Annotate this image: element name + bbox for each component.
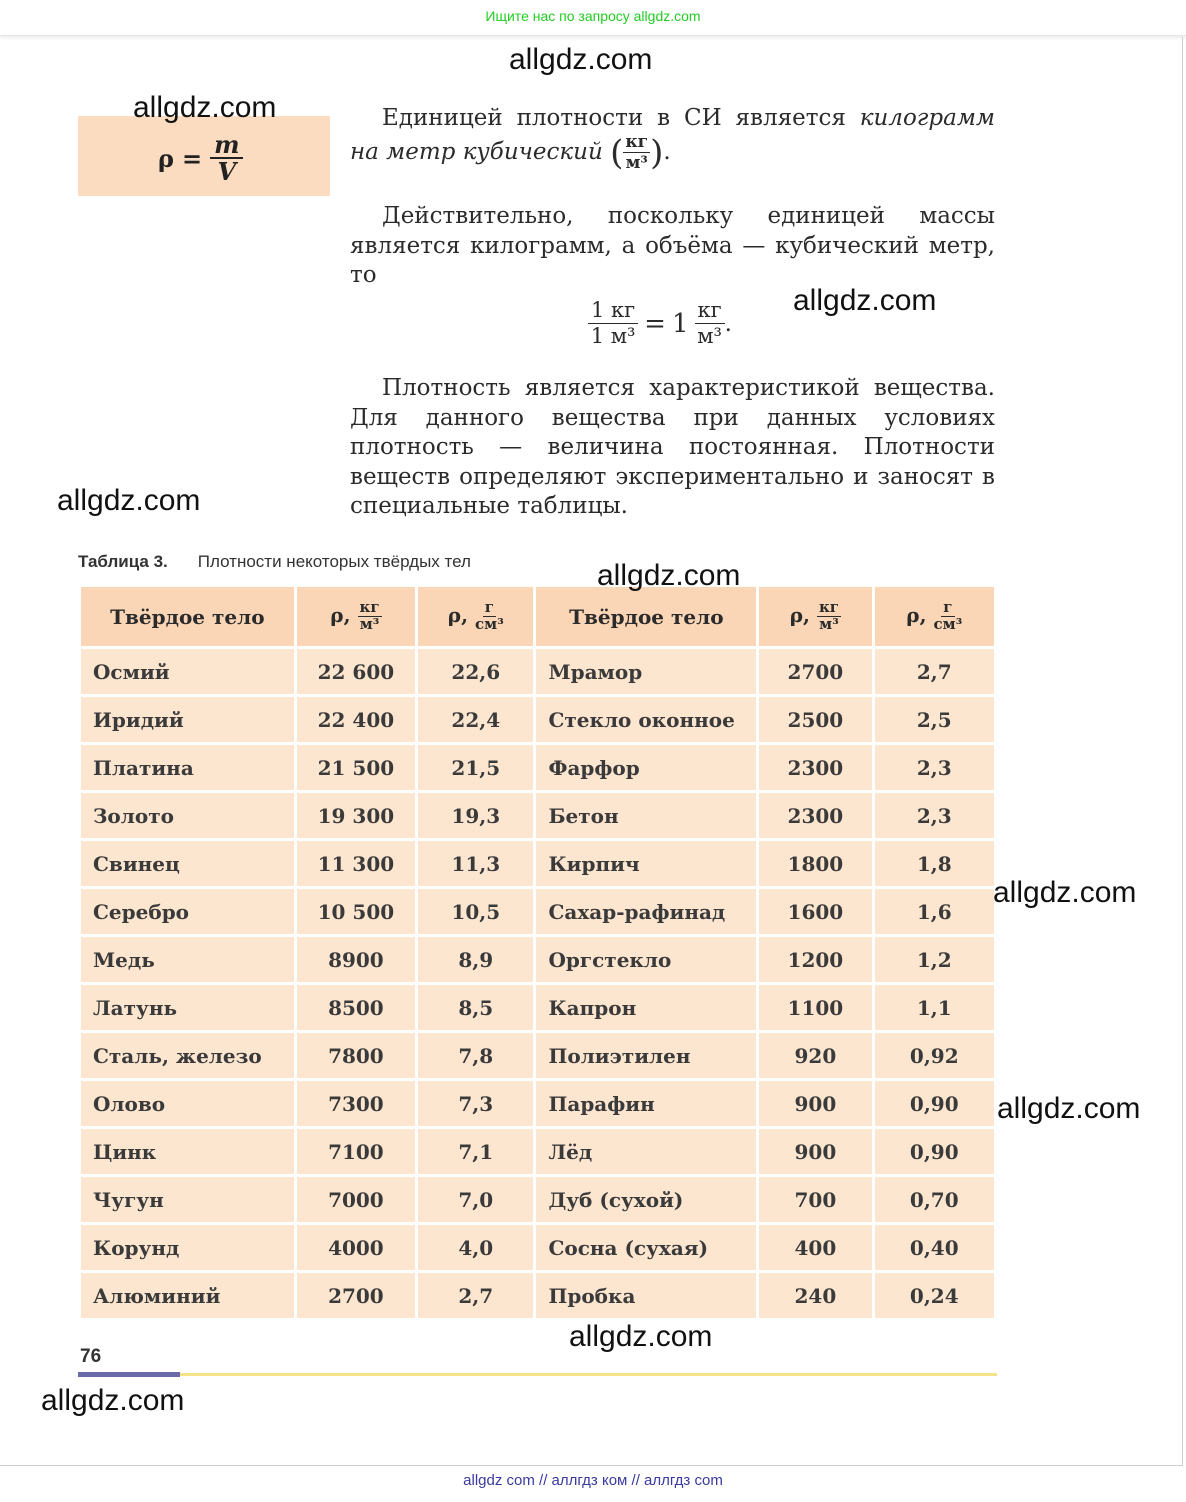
density-value-cell: 10 500 (297, 889, 415, 934)
para1-end: . (663, 138, 671, 165)
density-value-cell: 7000 (297, 1177, 415, 1222)
page-rule (180, 1373, 997, 1376)
material-name-cell: Платина (81, 745, 294, 790)
density-value-cell: 1100 (759, 985, 871, 1030)
header-rho-g-1: ρ, г см³ (418, 587, 533, 646)
table-row (81, 985, 994, 1030)
density-value-cell: 7800 (297, 1033, 415, 1078)
material-name-cell: Корунд (81, 1225, 294, 1270)
eq-right-den: м³ (697, 324, 722, 349)
density-value-cell: 0,70 (875, 1177, 994, 1222)
para1-unit-den: м³ (625, 152, 648, 173)
eq-coef: 1 (671, 308, 689, 339)
material-name-cell: Капрон (536, 985, 756, 1030)
header-rho-kg-2: ρ, кг м³ (759, 587, 871, 646)
density-value-cell: 0,24 (875, 1273, 994, 1318)
table-row (81, 937, 994, 982)
eq-left-fraction (588, 298, 638, 349)
formula-equals: = (181, 144, 203, 174)
density-value-cell: 7100 (297, 1129, 415, 1174)
header-solid-1: Твёрдое тело (81, 587, 294, 646)
density-value-cell: 900 (759, 1081, 871, 1126)
density-value-cell: 240 (759, 1273, 871, 1318)
table-title: Плотности некоторых твёрдых тел (197, 552, 471, 571)
density-value-cell: 19 300 (297, 793, 415, 838)
density-value-cell: 7300 (297, 1081, 415, 1126)
material-name-cell: Парафин (536, 1081, 756, 1126)
density-value-cell: 400 (759, 1225, 871, 1270)
density-value-cell: 2300 (759, 793, 871, 838)
material-name-cell: Медь (81, 937, 294, 982)
density-value-cell: 11,3 (418, 841, 533, 886)
material-name-cell: Мрамор (536, 649, 756, 694)
density-value-cell: 2700 (297, 1273, 415, 1318)
density-value-cell: 1,1 (875, 985, 994, 1030)
density-value-cell: 8900 (297, 937, 415, 982)
density-value-cell: 8,9 (418, 937, 533, 982)
material-name-cell: Сталь, железо (81, 1033, 294, 1078)
material-name-cell: Цинк (81, 1129, 294, 1174)
watermark: allgdz.com (569, 1320, 713, 1353)
header-rho-g-2: ρ, г см³ (875, 587, 994, 646)
table-row (81, 1129, 994, 1174)
density-value-cell: 21 500 (297, 745, 415, 790)
density-value-cell: 1200 (759, 937, 871, 982)
density-value-cell: 1,8 (875, 841, 994, 886)
unit-equation (588, 298, 732, 349)
material-name-cell: Олово (81, 1081, 294, 1126)
density-value-cell: 22,6 (418, 649, 533, 694)
eq-right-num: кг (695, 298, 725, 324)
table-row (81, 745, 994, 790)
table-header-row (81, 587, 994, 646)
watermark: allgdz.com (793, 284, 937, 317)
density-value-cell: 2,5 (875, 697, 994, 742)
density-value-cell: 8,5 (418, 985, 533, 1030)
formula-fraction (210, 132, 243, 186)
table-caption (78, 552, 471, 572)
material-name-cell: Оргстекло (536, 937, 756, 982)
material-name-cell: Алюминий (81, 1273, 294, 1318)
table-label: Таблица 3. (78, 552, 168, 571)
density-formula (158, 132, 243, 186)
density-value-cell: 0,90 (875, 1129, 994, 1174)
density-value-cell: 1600 (759, 889, 871, 934)
density-table (78, 584, 997, 1321)
para1-italic: килограмм на метр кубический (350, 105, 995, 165)
footer-links[interactable]: allgdz com // аллгдз ком // аллгдз com (463, 1472, 723, 1489)
formula-denominator: V (217, 157, 237, 187)
material-name-cell: Пробка (536, 1273, 756, 1318)
watermark: allgdz.com (133, 91, 277, 124)
table-row (81, 1081, 994, 1126)
material-name-cell: Фарфор (536, 745, 756, 790)
material-name-cell: Латунь (81, 985, 294, 1030)
table-row (81, 793, 994, 838)
density-value-cell: 7,8 (418, 1033, 533, 1078)
header-rho-kg-1: ρ, кг м³ (297, 587, 415, 646)
density-value-cell: 4,0 (418, 1225, 533, 1270)
density-value-cell: 22 600 (297, 649, 415, 694)
density-value-cell: 19,3 (418, 793, 533, 838)
density-value-cell: 2,7 (875, 649, 994, 694)
density-value-cell: 1800 (759, 841, 871, 886)
table-row (81, 1273, 994, 1318)
eq-left-den: 1 м³ (590, 324, 636, 349)
formula-numerator: m (210, 132, 243, 159)
density-value-cell: 22 400 (297, 697, 415, 742)
paragraph-density-property (350, 374, 995, 522)
material-name-cell: Сахар-рафинад (536, 889, 756, 934)
density-value-cell: 0,90 (875, 1081, 994, 1126)
density-value-cell: 1,6 (875, 889, 994, 934)
material-name-cell: Бетон (536, 793, 756, 838)
page-number: 76 (80, 1346, 102, 1367)
top-banner[interactable]: Ищите нас по запросу allgdz.com (0, 0, 1186, 36)
para1-unit-num: кг (625, 131, 649, 152)
density-value-cell: 7,1 (418, 1129, 533, 1174)
material-name-cell: Полиэтилен (536, 1033, 756, 1078)
formula-rho: ρ (158, 144, 174, 174)
watermark: allgdz.com (57, 484, 201, 517)
density-value-cell: 2,3 (875, 745, 994, 790)
table-row (81, 1033, 994, 1078)
density-value-cell: 11 300 (297, 841, 415, 886)
eq-equals: = (644, 308, 666, 339)
density-value-cell: 920 (759, 1033, 871, 1078)
density-value-cell: 21,5 (418, 745, 533, 790)
eq-right-fraction (695, 298, 725, 349)
paragraph-indeed (350, 202, 995, 291)
density-value-cell: 2700 (759, 649, 871, 694)
density-value-cell: 22,4 (418, 697, 533, 742)
density-value-cell: 700 (759, 1177, 871, 1222)
header-solid-2: Твёрдое тело (536, 587, 756, 646)
material-name-cell: Кирпич (536, 841, 756, 886)
material-name-cell: Золото (81, 793, 294, 838)
para2-text: Действительно, поскольку единицей массы является килограмм, а объёма — кубический метр, то (350, 203, 995, 288)
para1-unit (623, 131, 650, 173)
watermark: allgdz.com (997, 1092, 1141, 1125)
table-row (81, 889, 994, 934)
density-value-cell: 900 (759, 1129, 871, 1174)
para1-prefix: Единицей плотности в СИ является (382, 105, 860, 131)
material-name-cell: Серебро (81, 889, 294, 934)
density-value-cell: 8500 (297, 985, 415, 1030)
density-value-cell: 0,92 (875, 1033, 994, 1078)
density-value-cell: 2,7 (418, 1273, 533, 1318)
table-row (81, 697, 994, 742)
material-name-cell: Дуб (сухой) (536, 1177, 756, 1222)
density-value-cell: 1,2 (875, 937, 994, 982)
material-name-cell: Осмий (81, 649, 294, 694)
material-name-cell: Сосна (сухая) (536, 1225, 756, 1270)
table-row (81, 1177, 994, 1222)
density-value-cell: 4000 (297, 1225, 415, 1270)
material-name-cell: Лёд (536, 1129, 756, 1174)
watermark: allgdz.com (509, 43, 653, 76)
density-value-cell: 2,3 (875, 793, 994, 838)
paragraph-si-unit: Единицей плотности в СИ является килограмм на метр кубический ( $\frac{кг}{\text{м³}}$ ). (350, 105, 995, 173)
density-value-cell: 0,40 (875, 1225, 994, 1270)
eq-left-num: 1 кг (588, 298, 638, 324)
density-value-cell: 2300 (759, 745, 871, 790)
watermark: allgdz.com (993, 876, 1137, 909)
watermark: allgdz.com (597, 559, 741, 592)
material-name-cell: Стекло оконное (536, 697, 756, 742)
material-name-cell: Свинец (81, 841, 294, 886)
density-value-cell: 2500 (759, 697, 871, 742)
density-value-cell: 10,5 (418, 889, 533, 934)
density-value-cell: 7,0 (418, 1177, 533, 1222)
material-name-cell: Чугун (81, 1177, 294, 1222)
watermark: allgdz.com (41, 1384, 185, 1417)
density-value-cell: 7,3 (418, 1081, 533, 1126)
table-row (81, 841, 994, 886)
page-rule-accent (78, 1372, 180, 1377)
para3-text: Плотность является характеристикой вещества. Для данного вещества при данных условиях плотность — величина постоянная. Плотности веществ определяют экспериментально и заносят в специальные таблицы. (350, 375, 995, 519)
table-row (81, 1225, 994, 1270)
table-row (81, 649, 994, 694)
eq-end: . (724, 310, 732, 337)
material-name-cell: Иридий (81, 697, 294, 742)
